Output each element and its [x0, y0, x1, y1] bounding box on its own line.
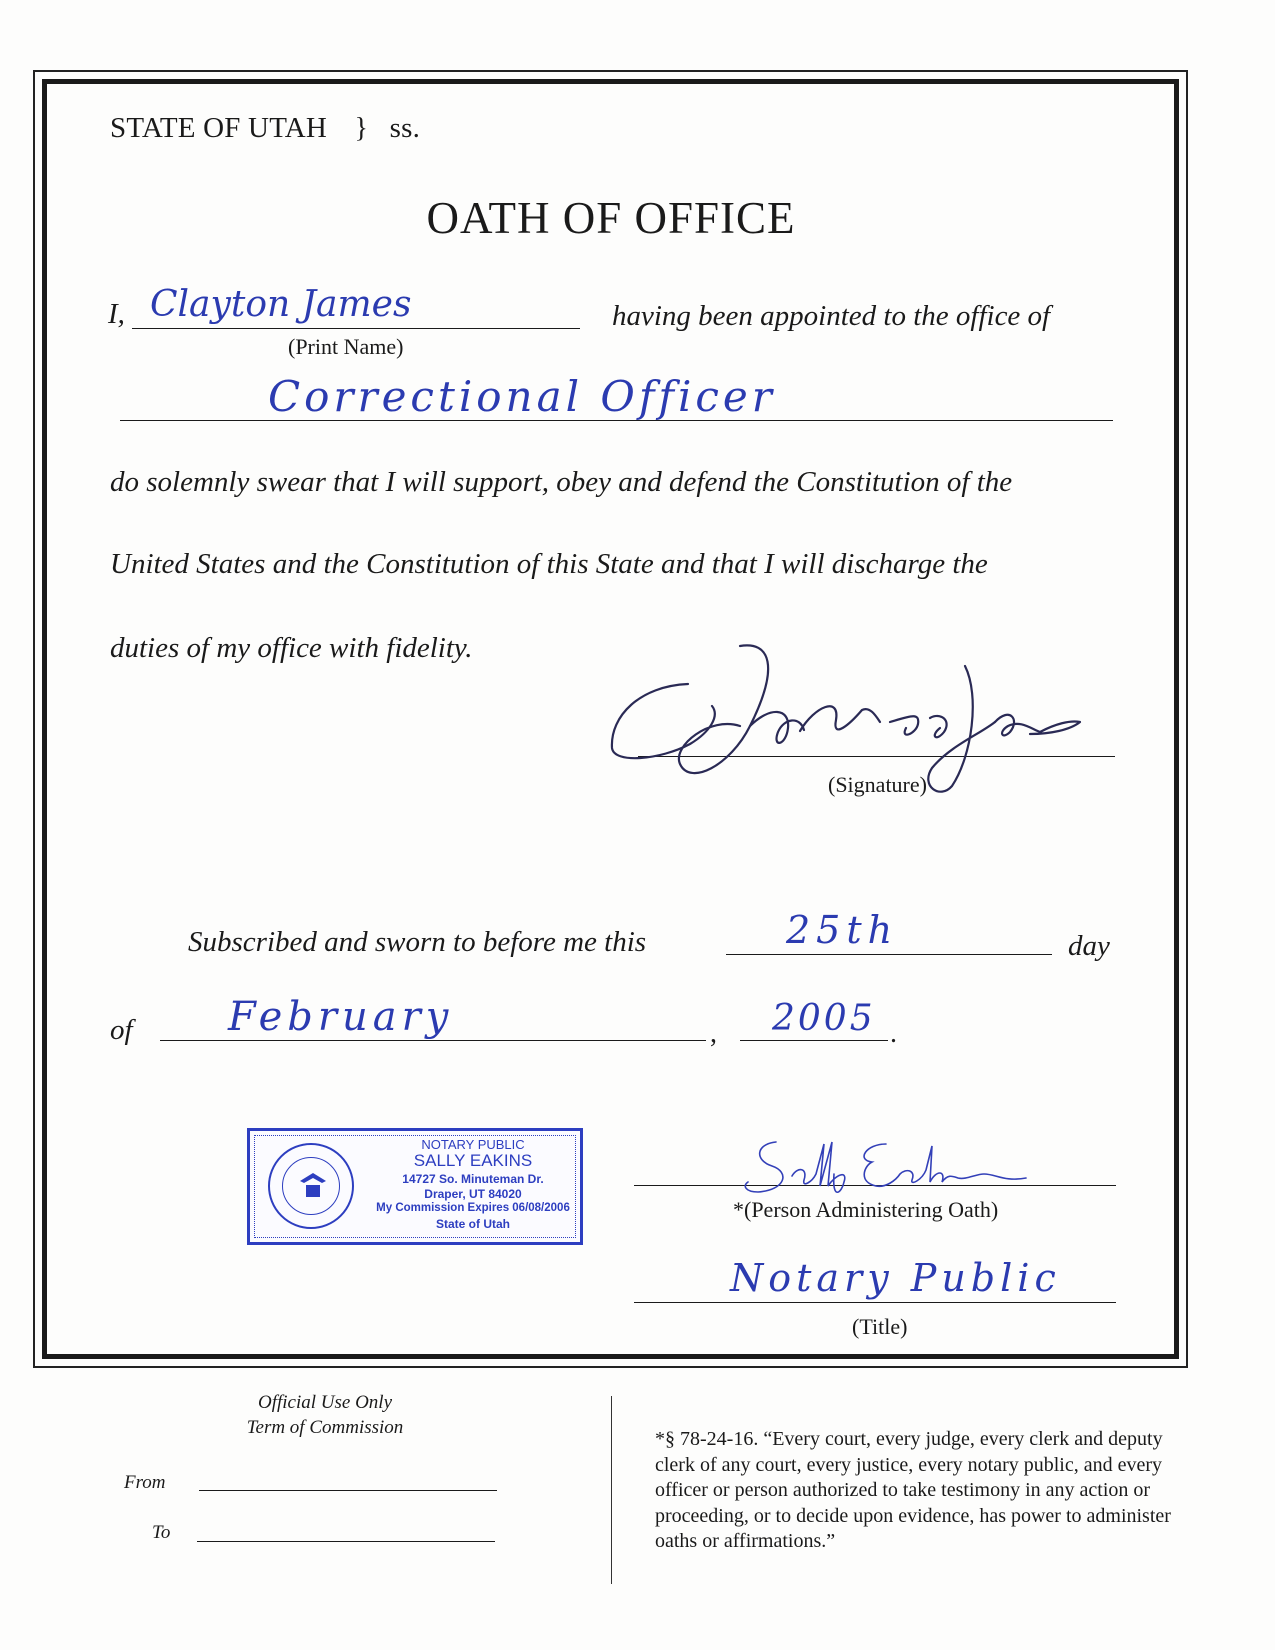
print-name-value: Clayton James [150, 284, 412, 325]
venue-line [110, 112, 420, 145]
i-text: I, [108, 298, 125, 330]
brace: } [354, 113, 369, 144]
year-line[interactable] [740, 1040, 888, 1041]
month-line[interactable] [160, 1040, 706, 1041]
state-text: STATE OF UTAH [110, 112, 328, 144]
stamp-line-2: SALLY EAKINS [413, 1151, 533, 1170]
oath-line-2: United States and the Constitution of this State and that I will discharge the [110, 548, 988, 580]
title-line[interactable] [634, 1302, 1116, 1303]
day-value: 25th [786, 908, 899, 952]
date-period: . [890, 1018, 897, 1049]
title-value: Notary Public [730, 1256, 1061, 1300]
term-label: Term of Commission [246, 1417, 404, 1438]
stamp-line-1: NOTARY PUBLIC [421, 1137, 525, 1152]
stamp-line-6: State of Utah [435, 1217, 510, 1231]
stamp-line-3: 14727 So. Minuteman Dr. [402, 1172, 544, 1186]
month-value: February [228, 994, 454, 1040]
title-label: (Title) [852, 1314, 908, 1339]
print-name-label: (Print Name) [288, 334, 404, 359]
ss-text: ss. [389, 112, 421, 144]
to-line[interactable] [197, 1541, 495, 1542]
document-title: OATH OF OFFICE [426, 193, 796, 243]
notary-stamp [247, 1128, 583, 1245]
day-word: day [1068, 930, 1110, 962]
statute-text: *§ 78-24-16. “Every court, every judge, every clerk and deputy clerk of any court, every justice, every notary public, and every officer or person authorized to take testimony in any action or proceeding, or to decide upon evidence, has power to administer oaths or affirmations.” [655, 1428, 1171, 1552]
year-value: 2005 [772, 998, 876, 1039]
footer-divider [611, 1396, 612, 1584]
stamp-line-5: My Commission Expires 06/08/2006 [376, 1202, 570, 1214]
official-use-label: Official Use Only [257, 1392, 393, 1413]
official-use-block [230, 1390, 420, 1440]
stamp-line-4: Draper, UT 84020 [424, 1187, 522, 1201]
date-comma: , [710, 1018, 717, 1049]
administrator-signature [736, 1130, 1116, 1200]
oath-line-1: do solemnly swear that I will support, obey and defend the Constitution of the [110, 466, 1013, 498]
sworn-text: Subscribed and sworn to before me this [188, 926, 647, 958]
to-label: To [152, 1522, 171, 1543]
signature-label: (Signature) [828, 772, 927, 797]
eagle-icon [296, 1169, 330, 1203]
from-line[interactable] [199, 1490, 497, 1491]
appointed-text: having been appointed to the office of [612, 300, 1051, 332]
office-value: Correctional Officer [268, 372, 776, 421]
from-label: From [124, 1472, 166, 1493]
state-seal-icon [268, 1143, 354, 1229]
day-line[interactable] [726, 954, 1052, 955]
administrator-label: *(Person Administering Oath) [733, 1197, 999, 1222]
oath-line-3: duties of my office with fidelity. [110, 632, 473, 664]
of-word: of [110, 1014, 133, 1046]
print-name-line[interactable] [132, 328, 580, 329]
